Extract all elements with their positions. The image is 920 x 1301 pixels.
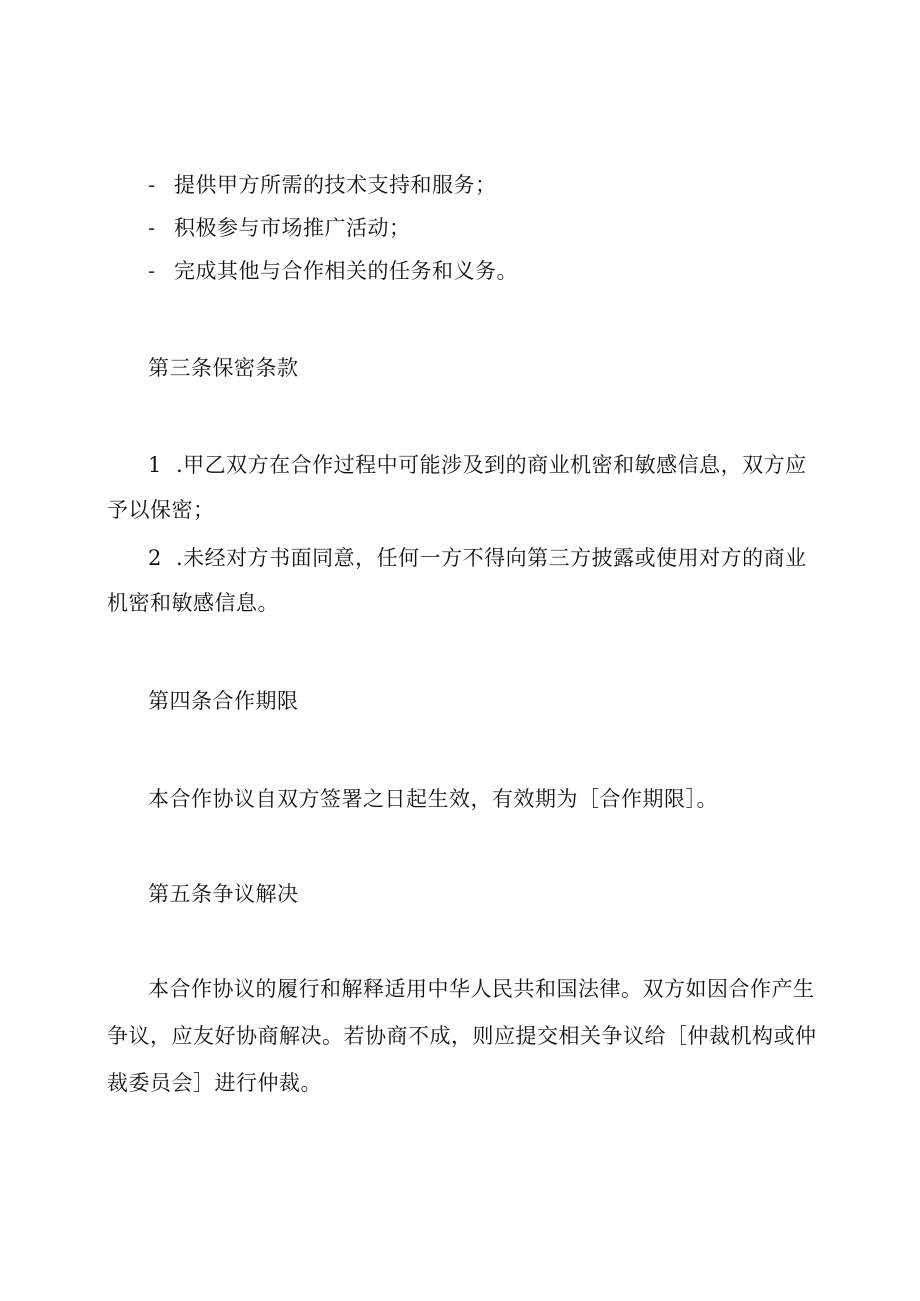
clause-number: 1	[148, 453, 162, 477]
clause-text: .甲乙双方在合作过程中可能涉及到的商业机密和敏感信息，双方应	[176, 453, 807, 477]
article-3-heading: 第三条保密条款	[148, 356, 299, 380]
duty-item-3	[148, 256, 518, 286]
duty-item-2	[148, 213, 411, 243]
article-5-line-2: 争议，应友好协商解决。若协商不成，则应提交相关争议给［仲裁机构或仲	[107, 1024, 817, 1048]
article-5-line-3: 裁委员会］进行仲裁。	[107, 1071, 322, 1095]
duty-text: 提供甲方所需的技术支持和服务；	[174, 173, 497, 197]
duty-item-1	[148, 170, 497, 200]
article-4-heading: 第四条合作期限	[148, 689, 299, 713]
bullet-dash: -	[148, 259, 156, 283]
article-5-line-1: 本合作协议的履行和解释适用中华人民共和国法律。双方如因合作产生	[148, 977, 815, 1001]
bullet-dash: -	[148, 216, 156, 240]
duty-text: 积极参与市场推广活动；	[174, 216, 411, 240]
article-4-text: 本合作协议自双方签署之日起生效，有效期为［合作期限］。	[148, 787, 718, 811]
clause-2-line-1	[148, 543, 807, 573]
clause-1-line-1	[148, 450, 807, 480]
clause-text: .未经对方书面同意，任何一方不得向第三方披露或使用对方的商业	[176, 546, 807, 570]
clause-number: 2	[148, 546, 162, 570]
clause-1-line-2: 予以保密；	[107, 498, 215, 522]
clause-2-line-2: 机密和敏感信息。	[107, 591, 279, 615]
bullet-dash: -	[148, 173, 156, 197]
duty-text: 完成其他与合作相关的任务和义务。	[174, 259, 518, 283]
article-5-heading: 第五条争议解决	[148, 882, 299, 906]
